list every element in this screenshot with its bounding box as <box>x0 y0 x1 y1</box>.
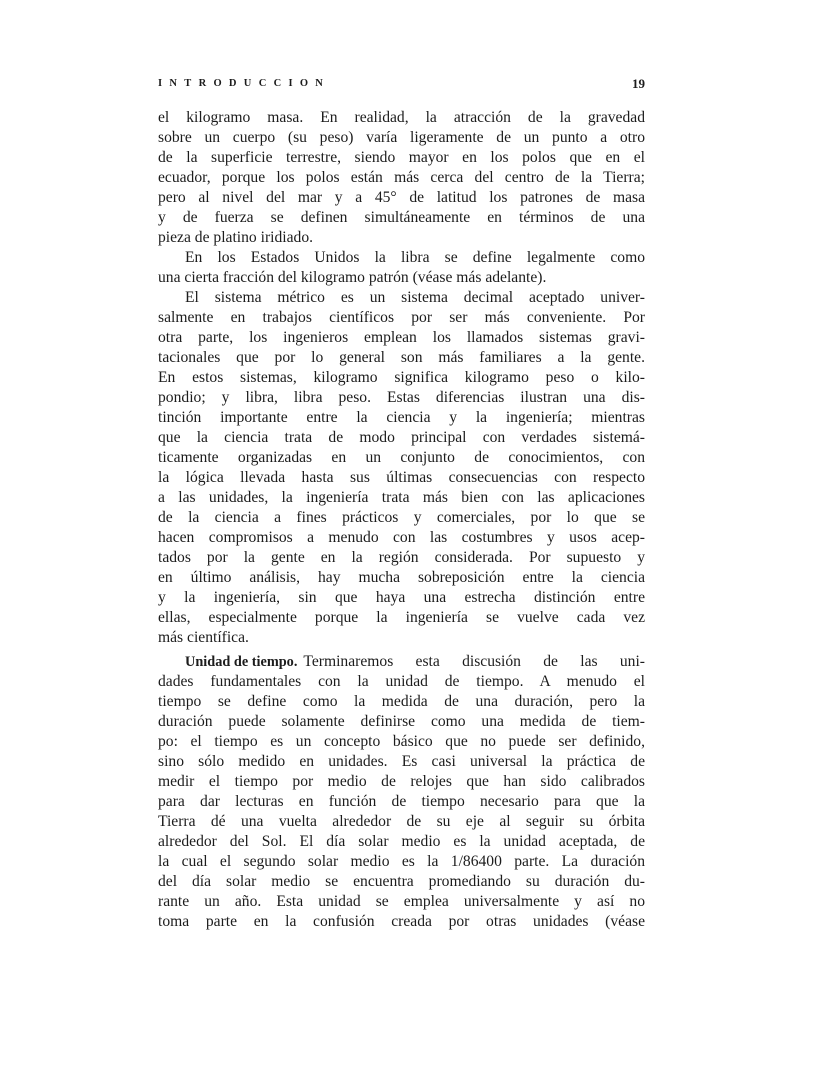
section-heading: Unidad de tiempo. <box>185 654 298 670</box>
line-text: Tierra dé una vuelta alrededor de su eje al seguir su órbita <box>158 813 645 830</box>
text-line <box>158 128 645 148</box>
line-text: para dar lecturas en función de tiempo necesario para que la <box>158 793 645 810</box>
paragraph <box>158 248 645 288</box>
text-line <box>158 832 645 852</box>
text-line <box>158 468 645 488</box>
line-text: Terminaremos esta discusión de las uni- <box>303 653 645 670</box>
line-text: En estos sistemas, kilogramo significa kilogramo peso o kilo- <box>158 369 645 386</box>
text-line <box>158 732 645 752</box>
line-text: duración puede solamente definirse como una medida de tiem- <box>158 713 645 730</box>
paragraph <box>158 108 645 248</box>
line-text: tiempo se define como la medida de una duración, pero la <box>158 693 645 710</box>
text-line <box>158 772 645 792</box>
paragraph <box>158 652 645 932</box>
page-body <box>158 108 645 932</box>
line-text: otra parte, los ingenieros emplean los llamados sistemas gravi- <box>158 329 645 346</box>
text-line <box>158 388 645 408</box>
line-text: salmente en trabajos científicos por ser más conveniente. Por <box>158 309 645 326</box>
text-line <box>158 308 645 328</box>
line-text: ecuador, porque los polos están más cerca del centro de la Tierra; <box>158 169 645 186</box>
text-line <box>158 108 645 128</box>
text-line <box>158 712 645 732</box>
text-line <box>158 428 645 448</box>
page-number: 19 <box>632 76 645 91</box>
line-text: ellas, especialmente porque la ingeniería se vuelve cada vez <box>158 609 645 626</box>
line-text: pondio; y libra, libra peso. Estas diferencias ilustran una dis- <box>158 389 645 406</box>
text-line <box>158 588 645 608</box>
text-line <box>158 812 645 832</box>
text-line <box>158 628 645 648</box>
text-line <box>158 488 645 508</box>
line-text: y la ingeniería, sin que haya una estrecha distinción entre <box>158 589 645 606</box>
text-line <box>158 792 645 812</box>
text-line <box>158 288 645 308</box>
line-text: tados por la gente en la región considerada. Por supuesto y <box>158 549 645 566</box>
text-line <box>158 672 645 692</box>
line-text: del día solar medio se encuentra promediando su duración du- <box>158 873 645 890</box>
line-text: tinción importante entre la ciencia y la ingeniería; mientras <box>158 409 645 426</box>
text-line <box>158 368 645 388</box>
text-line <box>158 568 645 588</box>
line-text: sobre un cuerpo (su peso) varía ligeramente de un punto a otro <box>158 129 645 146</box>
line-text: El sistema métrico es un sistema decimal aceptado univer- <box>185 289 645 306</box>
line-text: que la ciencia trata de modo principal con verdades sistemá- <box>158 429 645 446</box>
text-line <box>158 692 645 712</box>
line-text: dades fundamentales con la unidad de tiempo. A menudo el <box>158 673 645 690</box>
text-line <box>158 148 645 168</box>
text-line <box>158 852 645 872</box>
line-text: a las unidades, la ingeniería trata más bien con las aplicaciones <box>158 489 645 506</box>
line-text: de la ciencia a fines prácticos y comerciales, por lo que se <box>158 509 645 526</box>
text-line <box>158 892 645 912</box>
text-line <box>158 328 645 348</box>
line-text: En los Estados Unidos la libra se define legalmente como <box>185 249 645 266</box>
text-line <box>158 528 645 548</box>
line-text: la lógica llevada hasta sus últimas consecuencias con respecto <box>158 469 645 486</box>
line-text: rante un año. Esta unidad se emplea universalmente y así no <box>158 893 645 910</box>
line-text: pieza de platino iridiado. <box>158 229 314 246</box>
text-line <box>158 268 645 288</box>
line-text: ticamente organizadas en un conjunto de conocimientos, con <box>158 449 645 466</box>
text-line <box>158 912 645 932</box>
text-line <box>158 872 645 892</box>
line-text: toma parte en la confusión creada por otras unidades (véase <box>158 913 645 930</box>
line-text: pero al nivel del mar y a 45° de latitud los patrones de masa <box>158 189 645 206</box>
line-text: tacionales que por lo general son más familiares a la gente. <box>158 349 645 366</box>
text-line <box>158 208 645 228</box>
text-line <box>158 752 645 772</box>
text-line <box>158 508 645 528</box>
line-text: alrededor del Sol. El día solar medio es la unidad aceptada, de <box>158 833 645 850</box>
line-text: una cierta fracción del kilogramo patrón (véase más adelante). <box>158 269 547 286</box>
chapter-title: INTRODUCCION <box>158 78 331 89</box>
text-line <box>158 408 645 428</box>
line-text: más científica. <box>158 629 249 646</box>
line-text: po: el tiempo es un concepto básico que no puede ser definido, <box>158 733 645 750</box>
line-text: y de fuerza se definen simultáneamente en términos de una <box>158 209 645 226</box>
line-text: el kilogramo masa. En realidad, la atracción de la gravedad <box>158 109 645 126</box>
text-line <box>158 652 645 672</box>
line-text: en último análisis, hay mucha sobreposición entre la ciencia <box>158 569 645 586</box>
paragraph <box>158 288 645 648</box>
line-text: sino sólo medido en unidades. Es casi universal la práctica de <box>158 753 645 770</box>
text-line <box>158 248 645 268</box>
line-text: de la superficie terrestre, siendo mayor en los polos que en el <box>158 149 645 166</box>
text-line <box>158 348 645 368</box>
text-line <box>158 448 645 468</box>
running-head <box>158 76 645 92</box>
line-text: hacen compromisos a menudo con las costumbres y usos acep- <box>158 529 645 546</box>
text-line <box>158 228 645 248</box>
text-line <box>158 188 645 208</box>
text-line <box>158 548 645 568</box>
text-line <box>158 168 645 188</box>
line-text: medir el tiempo por medio de relojes que han sido calibrados <box>158 773 645 790</box>
line-text: la cual el segundo solar medio es la 1/86400 parte. La duración <box>158 853 645 870</box>
text-line <box>158 608 645 628</box>
